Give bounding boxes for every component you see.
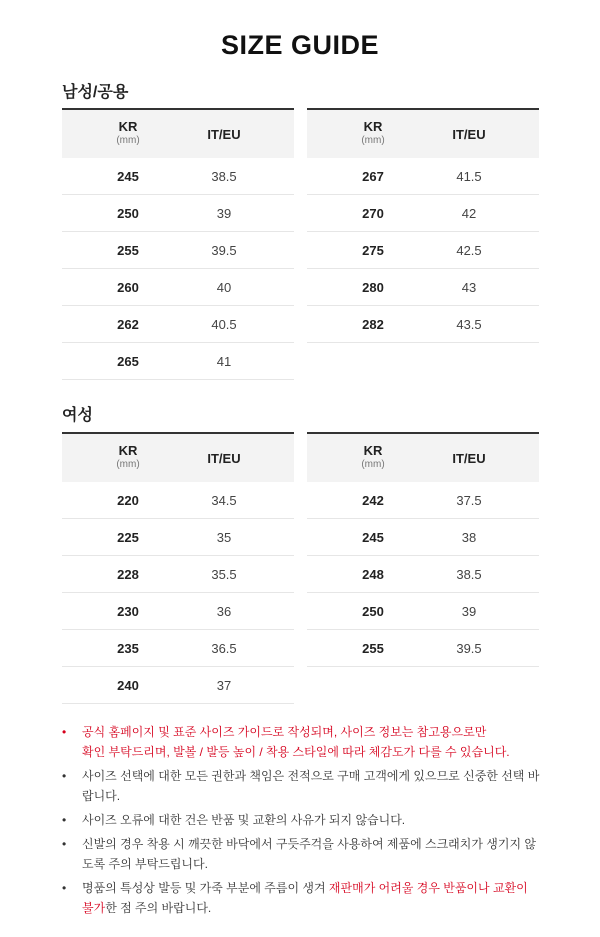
eu-size: 39.5 <box>456 641 482 656</box>
kr-size: 245 <box>362 530 384 545</box>
eu-size: 35 <box>216 530 232 545</box>
eu-size: 39.5 <box>211 243 237 258</box>
eu-size: 34.5 <box>211 493 237 508</box>
table-row <box>307 158 539 195</box>
kr-unit: (mm) <box>361 135 385 146</box>
kr-size: 280 <box>362 280 384 295</box>
eu-size: 36 <box>216 604 232 619</box>
table-row <box>62 630 294 667</box>
eu-size: 41.5 <box>456 169 482 184</box>
women-size-table-left <box>62 432 294 704</box>
kr-size: 240 <box>117 678 139 693</box>
eu-header: IT/EU <box>207 451 241 466</box>
kr-header: KR (mm) <box>307 120 439 148</box>
men-size-table-left <box>62 108 294 380</box>
kr-header: KR (mm) <box>307 444 439 472</box>
eu-size: 40 <box>216 280 232 295</box>
kr-size: 228 <box>117 567 139 582</box>
kr-size: 245 <box>117 169 139 184</box>
notice-text: 사이즈 오류에 대한 건은 반품 및 교환의 사유가 되지 않습니다. <box>82 813 406 827</box>
eu-size: 41 <box>216 354 232 369</box>
eu-size: 40.5 <box>211 317 237 332</box>
kr-header: KR (mm) <box>62 444 194 472</box>
table-row <box>62 343 294 380</box>
table-header <box>307 434 539 482</box>
kr-header: KR (mm) <box>62 120 194 148</box>
men-size-table-right <box>307 108 539 343</box>
notice-text: 한 점 주의 바랍니다. <box>105 901 212 915</box>
table-row <box>62 306 294 343</box>
notice-text: 신발의 경우 착용 시 깨끗한 바닥에서 구듯주걱을 사용하여 제품에 스크래치가 생기지 않도록 주의 부탁드립니다. <box>82 837 536 871</box>
eu-header: IT/EU <box>452 127 486 142</box>
eu-size: 39 <box>216 206 232 221</box>
kr-size: 248 <box>362 567 384 582</box>
kr-unit: (mm) <box>361 459 385 470</box>
bullet: • <box>62 813 67 827</box>
eu-size: 42.5 <box>456 243 482 258</box>
bullet: • <box>62 881 67 895</box>
table-row <box>62 667 294 704</box>
eu-header: IT/EU <box>452 451 486 466</box>
table-row <box>307 556 539 593</box>
kr-size: 220 <box>117 493 139 508</box>
eu-size: 38.5 <box>211 169 237 184</box>
table-row <box>307 306 539 343</box>
eu-size: 35.5 <box>211 567 237 582</box>
table-row <box>307 269 539 306</box>
eu-size: 43.5 <box>456 317 482 332</box>
kr-size: 267 <box>362 169 384 184</box>
kr-size: 262 <box>117 317 139 332</box>
table-row <box>307 593 539 630</box>
table-row <box>62 195 294 232</box>
table-row <box>62 593 294 630</box>
notice-text: 사이즈 선택에 대한 모든 권한과 책임은 전적으로 구매 고객에게 있으므로 신중한 선택 바랍니다. <box>82 769 540 803</box>
table-header <box>307 110 539 158</box>
notice-item <box>62 834 542 874</box>
table-row <box>62 556 294 593</box>
notice-list <box>62 722 542 922</box>
table-row <box>307 482 539 519</box>
eu-size: 42 <box>461 206 477 221</box>
notice-text: 공식 홈페이지 및 표준 사이즈 가이드로 작성되며, 사이즈 정보는 참고용으로만 <box>82 725 487 739</box>
kr-size: 225 <box>117 530 139 545</box>
table-header <box>62 110 294 158</box>
eu-size: 39 <box>461 604 477 619</box>
kr-size: 255 <box>362 641 384 656</box>
eu-header: IT/EU <box>207 127 241 142</box>
women-section-label: 여성 <box>62 407 93 424</box>
eu-size: 43 <box>461 280 477 295</box>
kr-size: 230 <box>117 604 139 619</box>
bullet: • <box>62 769 67 783</box>
kr-size: 255 <box>117 243 139 258</box>
kr-size: 250 <box>362 604 384 619</box>
table-row <box>307 195 539 232</box>
bullet: • <box>62 837 67 851</box>
table-row <box>307 630 539 667</box>
eu-size: 37 <box>216 678 232 693</box>
page-title: SIZE GUIDE <box>220 30 380 60</box>
table-row <box>62 269 294 306</box>
notice-item <box>62 766 542 806</box>
men-section-label: 남성/공용 <box>62 84 129 101</box>
kr-size: 235 <box>117 641 139 656</box>
kr-size: 265 <box>117 354 139 369</box>
notice-item <box>62 810 542 830</box>
kr-size: 275 <box>362 243 384 258</box>
table-row <box>62 232 294 269</box>
table-row <box>62 519 294 556</box>
kr-unit: (mm) <box>116 135 140 146</box>
notice-item <box>62 878 542 918</box>
notice-item <box>62 722 542 762</box>
kr-size: 282 <box>362 317 384 332</box>
bullet: • <box>62 725 67 739</box>
notice-text: 명품의 특성상 발등 및 가죽 부분에 주름이 생겨 <box>82 881 329 895</box>
kr-unit: (mm) <box>116 459 140 470</box>
table-row <box>307 232 539 269</box>
eu-size: 38 <box>461 530 477 545</box>
notice-highlight: 재판매가 어려울 경우 반품이나 교환이 불가 <box>82 881 528 915</box>
kr-size: 250 <box>117 206 139 221</box>
notice-text: 확인 부탁드리며, 발볼 / 발등 높이 / 착용 스타일에 따라 체감도가 다를 수 있습니다. <box>82 745 510 759</box>
women-size-table-right <box>307 432 539 667</box>
eu-size: 38.5 <box>456 567 482 582</box>
kr-size: 242 <box>362 493 384 508</box>
table-row <box>62 482 294 519</box>
table-header <box>62 434 294 482</box>
eu-size: 37.5 <box>456 493 482 508</box>
table-row <box>307 519 539 556</box>
kr-size: 260 <box>117 280 139 295</box>
eu-size: 36.5 <box>211 641 237 656</box>
kr-size: 270 <box>362 206 384 221</box>
table-row <box>62 158 294 195</box>
